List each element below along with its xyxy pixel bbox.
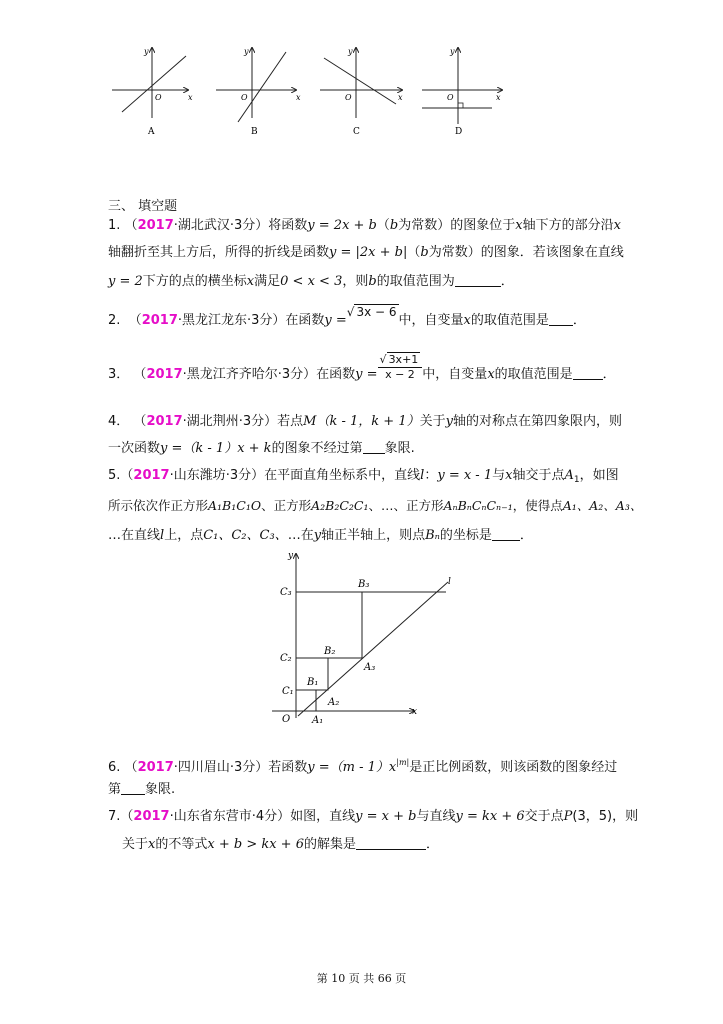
q1-line3d: ，则 [342, 274, 369, 289]
graph-c [320, 47, 403, 118]
q5-squaren: AₙBₙCₙCₙ₋₁ [443, 498, 513, 513]
q5-line3b: 上，点 [164, 528, 204, 543]
graph-a-y: y [144, 47, 149, 56]
graph-b-o: O [241, 93, 248, 102]
q6-number: 6. [108, 760, 121, 775]
q2-radicand: 3x − 6 [356, 305, 397, 319]
fig5-label-b2: B₂ [324, 646, 336, 657]
page-footer: 第 10 页 共 66 页 [316, 972, 407, 985]
q4-line2 [108, 440, 415, 458]
q2-fy: y = [324, 313, 347, 328]
fig5-label-a3: A₃ [364, 662, 376, 673]
q7-inequality: x + b > kx + 6 [207, 837, 304, 852]
q1-line2a: 轴翻折至其上方后，所得的折线是函数 [108, 245, 330, 260]
q1-line2b: （ [407, 245, 421, 260]
q4-y: y [445, 414, 453, 429]
q5-t2: 与 [492, 468, 506, 483]
fig5-label-c2: C₂ [280, 653, 292, 664]
graph-label-c: C [353, 127, 360, 137]
q5-line2b: 、正方形 [261, 498, 312, 513]
fig5-label-o: O [282, 714, 291, 725]
q5-line2a: 所示依次作正方形 [108, 498, 209, 513]
q5-answer-blank[interactable] [492, 528, 520, 541]
fig5-square1 [296, 690, 316, 711]
q5-a1: A [564, 468, 574, 483]
q1-t1: （ [376, 218, 390, 233]
q5-line3 [108, 527, 533, 545]
q7-p: P [563, 809, 573, 824]
q6-line2b: 象限. [145, 782, 176, 797]
q5-square2: A₂B₂C₂C₁ [311, 498, 369, 513]
q7-t1: 与直线 [416, 809, 456, 824]
q5-line2 [108, 497, 642, 515]
fig5-label-l: l [448, 577, 451, 587]
q1-line1 [108, 217, 621, 235]
q4-func: y =（k - 1）x + k [160, 441, 272, 456]
fig5-label-b3: B₃ [358, 579, 370, 590]
q1-condition: 0 < x < 3 [280, 274, 343, 289]
q5-bn: Bₙ [425, 528, 440, 543]
q5-source: ·山东潍坊·3分）在平面直角坐标系中，直线 [169, 468, 421, 483]
q2-line [108, 305, 586, 330]
q3-fy: y = [355, 367, 378, 382]
q6-func: y =（m - 1）x [307, 760, 397, 775]
graph-a [112, 47, 193, 118]
q5-square1: A₁B₁C₁O [208, 498, 262, 513]
q1-open: （ [124, 218, 138, 233]
q6-source: ·四川眉山·3分）若函数 [173, 760, 308, 775]
q2-radical: √ 3x − 6 [346, 305, 397, 319]
q4-t1: 关于 [419, 414, 446, 429]
q5-t4: ，如图 [579, 468, 619, 483]
q7-line2b: 的不等式 [155, 837, 208, 852]
q5-line3e: 的坐标是 [439, 528, 492, 543]
q2-t1: 中，自变量 [398, 313, 464, 328]
q1-line3b: 下方的点的横坐标 [142, 274, 247, 289]
q4-line2c: 象限. [384, 441, 415, 456]
q3-fraction: $\frac{√ 3x+1}{x - 2}$ [378, 353, 423, 382]
q5-number: 5. [108, 468, 121, 483]
q3-number: 3． [108, 367, 130, 382]
q2-year: 2017 [141, 313, 178, 328]
graph-label-b: B [251, 127, 258, 137]
graph-a-x: x [188, 93, 193, 102]
graph-d-x: x [496, 93, 501, 102]
q4-line2b: 的图象不经过第 [271, 441, 363, 456]
q2-source: ·黑龙江龙东·3分）在函数 [177, 313, 325, 328]
q5-t3: 轴交于点 [512, 468, 565, 483]
q3-denominator: x − 2 [385, 368, 415, 381]
q6-line1 [108, 754, 617, 777]
q1-source: ·湖北武汉·3分）将函数 [173, 218, 308, 233]
q7-line2 [122, 836, 439, 854]
q1-end: ． [500, 274, 514, 289]
q1-year: 2017 [137, 218, 174, 233]
q7-coord: (3，5) [572, 809, 613, 824]
q7-x: x [148, 837, 156, 852]
q1-x1: x [515, 218, 523, 233]
q7-t3: ，则 [612, 809, 639, 824]
q1-line2 [108, 244, 624, 262]
q3-t1: 中，自变量 [422, 367, 488, 382]
q4-number: 4． [108, 414, 130, 429]
q1-t2: 为常数）的图象位于 [398, 218, 516, 233]
q4-line2a: 一次函数 [108, 441, 161, 456]
q7-end: ． [426, 837, 440, 852]
graph-d-y: y [450, 47, 455, 56]
q5-open: （ [120, 468, 134, 483]
q1-x2: x [613, 218, 621, 233]
q7-number: 7. [108, 809, 121, 824]
graph-d-o: O [447, 93, 454, 102]
q1-func1: y = 2x + b [307, 218, 377, 233]
q1-line3e: 的取值范围为 [376, 274, 455, 289]
q1-answer-blank[interactable] [455, 274, 501, 287]
q7-answer-blank[interactable] [356, 837, 426, 850]
q2-open: （ [128, 313, 142, 328]
q1-b3: b [368, 274, 377, 289]
graph-label-d: D [455, 127, 463, 137]
q1-func2: y = |2x + b| [329, 245, 408, 260]
q6-line2 [108, 781, 175, 799]
graph-label-a: A [148, 127, 155, 137]
q7-year: 2017 [133, 809, 170, 824]
q5-points-a: A₁、A₂、A₃、 [562, 498, 643, 513]
q5-year: 2017 [133, 468, 170, 483]
q1-b2: b [420, 245, 429, 260]
q5-eq: y = x - 1 [437, 468, 493, 483]
q6-year: 2017 [137, 760, 174, 775]
q5-line1: 5.（2017·山东潍坊·3分）在平面直角坐标系中，直线l：y = x - 1与x轴交于点$A_1$，如图 [108, 468, 619, 485]
q1-line3c: 满足 [254, 274, 281, 289]
q4-open: （ [133, 414, 147, 429]
q5-end: ． [519, 528, 533, 543]
graph-b-x: x [296, 93, 301, 102]
fig5-label-a1: A₁ [312, 715, 324, 726]
graph-c-o: O [345, 93, 352, 102]
q5-line2d: ，使得点 [512, 498, 563, 513]
q3-source: ·黑龙江齐齐哈尔·3分）在函数 [182, 367, 356, 382]
q7-line2c: 的解集是 [303, 837, 356, 852]
section-title: 三、 填空题 [108, 199, 178, 214]
q7-open: （ [120, 809, 134, 824]
q3-numerator: 3x+1 [388, 353, 419, 366]
q3-t2: 的取值范围是 [494, 367, 573, 382]
q5-line3a: …在直线 [108, 528, 161, 543]
q3-year: 2017 [146, 367, 183, 382]
q7-t2: 交于点 [524, 809, 564, 824]
q6-t1: 是正比例函数，则该函数的图象经过 [409, 760, 618, 775]
q5-y: y [313, 528, 322, 543]
graph-b [216, 47, 301, 122]
q2-end: ． [572, 313, 586, 328]
graph-c-y: y [348, 47, 353, 56]
q7-func2: y = kx + 6 [455, 809, 525, 824]
q5-line3c: …在 [287, 528, 314, 543]
fig5-label-x: x [412, 707, 418, 717]
q5-points-c: C₁、C₂、C₃、 [203, 528, 288, 543]
q4-m: M [303, 414, 317, 429]
q7-line1 [108, 808, 638, 826]
graph-d [422, 47, 502, 124]
q1-x3: x [246, 274, 255, 289]
q1-line3 [108, 273, 514, 291]
q2-answer-blank[interactable] [549, 313, 573, 326]
q5-line3d: 轴正半轴上，则点 [321, 528, 426, 543]
graph-c-x: x [398, 93, 403, 102]
fig5-label-a2: A₂ [328, 697, 340, 708]
q6-answer-blank[interactable] [121, 782, 145, 795]
figure-5 [262, 548, 451, 730]
q5-t1: ： [424, 468, 438, 483]
q4-answer-blank[interactable] [363, 441, 385, 454]
q3-open: （ [133, 367, 147, 382]
q6-line2a: 第 [108, 782, 122, 797]
q1-b1: b [389, 218, 399, 233]
q2-x: x [463, 313, 471, 328]
q6-open: （ [124, 760, 138, 775]
q3-end: ． [602, 367, 616, 382]
fig5-line-l [298, 582, 448, 716]
q4-line1 [108, 413, 622, 431]
fig5-label-y: y [288, 551, 294, 561]
q7-func1: y = x + b [355, 809, 417, 824]
q6-exponent: |m| [396, 758, 410, 767]
q4-year: 2017 [146, 414, 183, 429]
q1-line3a: y = 2 [108, 274, 143, 289]
q2-t2: 的取值范围是 [470, 313, 549, 328]
q4-t2: 轴的对称点在第四象限内，则 [452, 414, 622, 429]
q4-source: ·湖北荆州·3分）若点 [182, 414, 304, 429]
fig5-label-c3: C₃ [280, 587, 292, 598]
q7-source: ·山东省东营市·4分）如图，直线 [169, 809, 356, 824]
fig5-label-b1: B₁ [307, 677, 319, 688]
q1-number: 1. [108, 218, 121, 233]
q2-number: 2. [108, 313, 121, 328]
q5-l2: l [160, 528, 165, 543]
q1-line2c: 为常数）的图象．若该图象在直线 [428, 245, 624, 260]
q3-answer-blank[interactable] [573, 367, 603, 380]
q3-line [108, 353, 616, 384]
fig5-label-c1: C₁ [282, 686, 294, 697]
q5-x: x [505, 468, 513, 483]
q7-line2a: 关于 [122, 837, 149, 852]
q5-line2c: 、…、正方形 [368, 498, 444, 513]
q3-x: x [487, 367, 495, 382]
q1-t3: 轴下方的部分沿 [522, 218, 614, 233]
graph-a-o: O [155, 93, 162, 102]
q5-l: l [420, 468, 425, 483]
top-graphs [100, 40, 500, 140]
q4-coord: （k - 1，k + 1） [316, 414, 420, 429]
graph-b-y: y [244, 47, 249, 56]
